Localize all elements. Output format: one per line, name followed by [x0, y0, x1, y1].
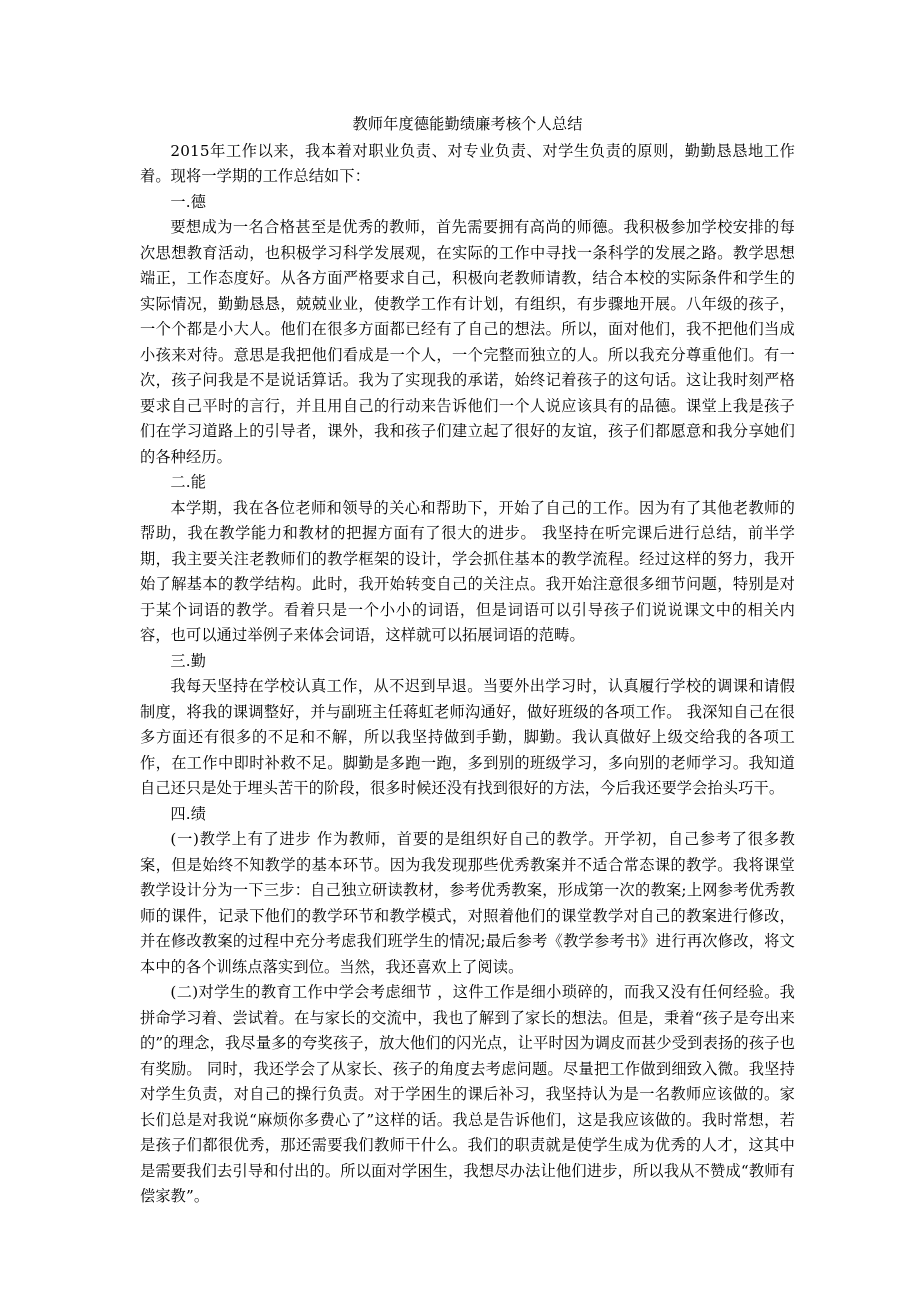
section-neng-paragraph: 本学期，我在各位老师和领导的关心和帮助下，开始了自己的工作。因为有了其他老教师的帮助，我在教学能力和教材的把握方面有了很大的进步。 我坚持在听完课后进行总结，前半学期，我主要关注老教师们的教学框架的设计，学会抓住基本的教学流程。经过这样的努力，我开始了解基本的教学结构。此时，我开始转变自己的关注点。我开始注意很多细节问题，特别是对于某个词语的教学。看着只是一个小小的词语，但是词语可以引导孩子们说说课文中的相关内容，也可以通过举例子来体会词语，这样就可以拓展词语的范畴。 [140, 498, 795, 644]
document-page [140, 112, 795, 1210]
intro-paragraph: 2015年工作以来，我本着对职业负责、对专业负责、对学生负责的原则，勤勤恳恳地工作着。现将一学期的工作总结如下： [140, 141, 795, 185]
section-heading-qin: 三.勤 [170, 651, 207, 670]
section-heading-de: 一.德 [170, 192, 207, 211]
section-de-paragraph: 要想成为一名合格甚至是优秀的教师，首先需要拥有高尚的师德。我积极参加学校安排的每次思想教育活动，也积极学习科学发展观，在实际的工作中寻找一条科学的发展之路。教学思想端正，工作态度好。从各方面严格要求自己，积极向老教师请教，结合本校的实际条件和学生的实际情况，勤勤恳恳，兢兢业业，使教学工作有计划，有组织，有步骤地开展。八年级的孩子，一个个都是小大人。他们在很多方面都已经有了自己的想法。所以，面对他们，我不把他们当成小孩来对待。意思是我把他们看成是一个人，一个完整而独立的人。所以我充分尊重他们。有一次，孩子问我是不是说话算话。我为了实现我的承诺，始终记着孩子的这句话。这让我时刻严格要求自己平时的言行，并且用自己的行动来告诉他们一个人说应该具有的品德。课堂上我是孩子们在学习道路上的引导者，课外，我和孩子们建立起了很好的友谊，孩子们都愿意和我分享她们的各种经历。 [140, 218, 795, 466]
section-ji-paragraph-2: (二)对学生的教育工作中学会考虑细节 ，这件工作是细小琐碎的，而我又没有任何经验。我拼命学习着、尝试着。在与家长的交流中，我也了解到了家长的想法。但是，秉着“孩子是夸出来的”的理念，我尽量多的夸奖孩子，放大他们的闪光点，让平时因为调皮而甚少受到表扬的孩子也有奖励。 同时，我还学会了从家长、孩子的角度去考虑问题。尽量把工作做到细致入微。我坚持对学生负责，对自己的操行负责。对于学困生的课后补习，我坚持认为是一名教师应该做的。家长们总是对我说“麻烦你多费心了”这样的话。我总是告诉他们，这是我应该做的。我时常想，若是孩子们都很优秀，那还需要我们教师干什么。我们的职责就是使学生成为优秀的人才，这其中是需要我们去引导和付出的。所以面对学困生，我想尽办法让他们进步，所以我从不赞成“教师有偿家教”。 [140, 983, 795, 1205]
section-ji-paragraph-1: (一)教学上有了进步 作为教师，首要的是组织好自己的教学。开学初，自己参考了很多教案，但是始终不知教学的基本环节。因为我发现那些优秀教案并不适合常态课的教学。我将课堂教学设计分为一下三步：自己独立研读教材，参考优秀教案，形成第一次的教案;上网参考优秀教师的课件，记录下他们的教学环节和教学模式，对照着他们的课堂教学对自己的教案进行修改，并在修改教案的过程中充分考虑我们班学生的情况;最后参考《教学参考书》进行再次修改，将文本中的各个训练点落实到位。当然，我还喜欢上了阅读。 [140, 830, 795, 976]
section-qin-paragraph: 我每天坚持在学校认真工作，从不迟到早退。当要外出学习时，认真履行学校的调课和请假制度，将我的课调整好，并与副班主任蒋虹老师沟通好，做好班级的各项工作。 我深知自己在很多方面还有很多的不足和不解，所以我坚持做到手勤，脚勤。我认真做好上级交给我的各项工作，在工作中即时补救不足。脚勤是多跑一跑，多到别的班级学习，多向别的老师学习。我知道自己还只是处于埋头苦干的阶段，很多时候还没有找到很好的方法，今后我还要学会抬头巧干。 [140, 677, 795, 797]
section-heading-ji: 四.绩 [170, 804, 207, 823]
document-title: 教师年度德能勤绩廉考核个人总结 [352, 115, 583, 133]
section-heading-neng: 二.能 [170, 473, 207, 491]
